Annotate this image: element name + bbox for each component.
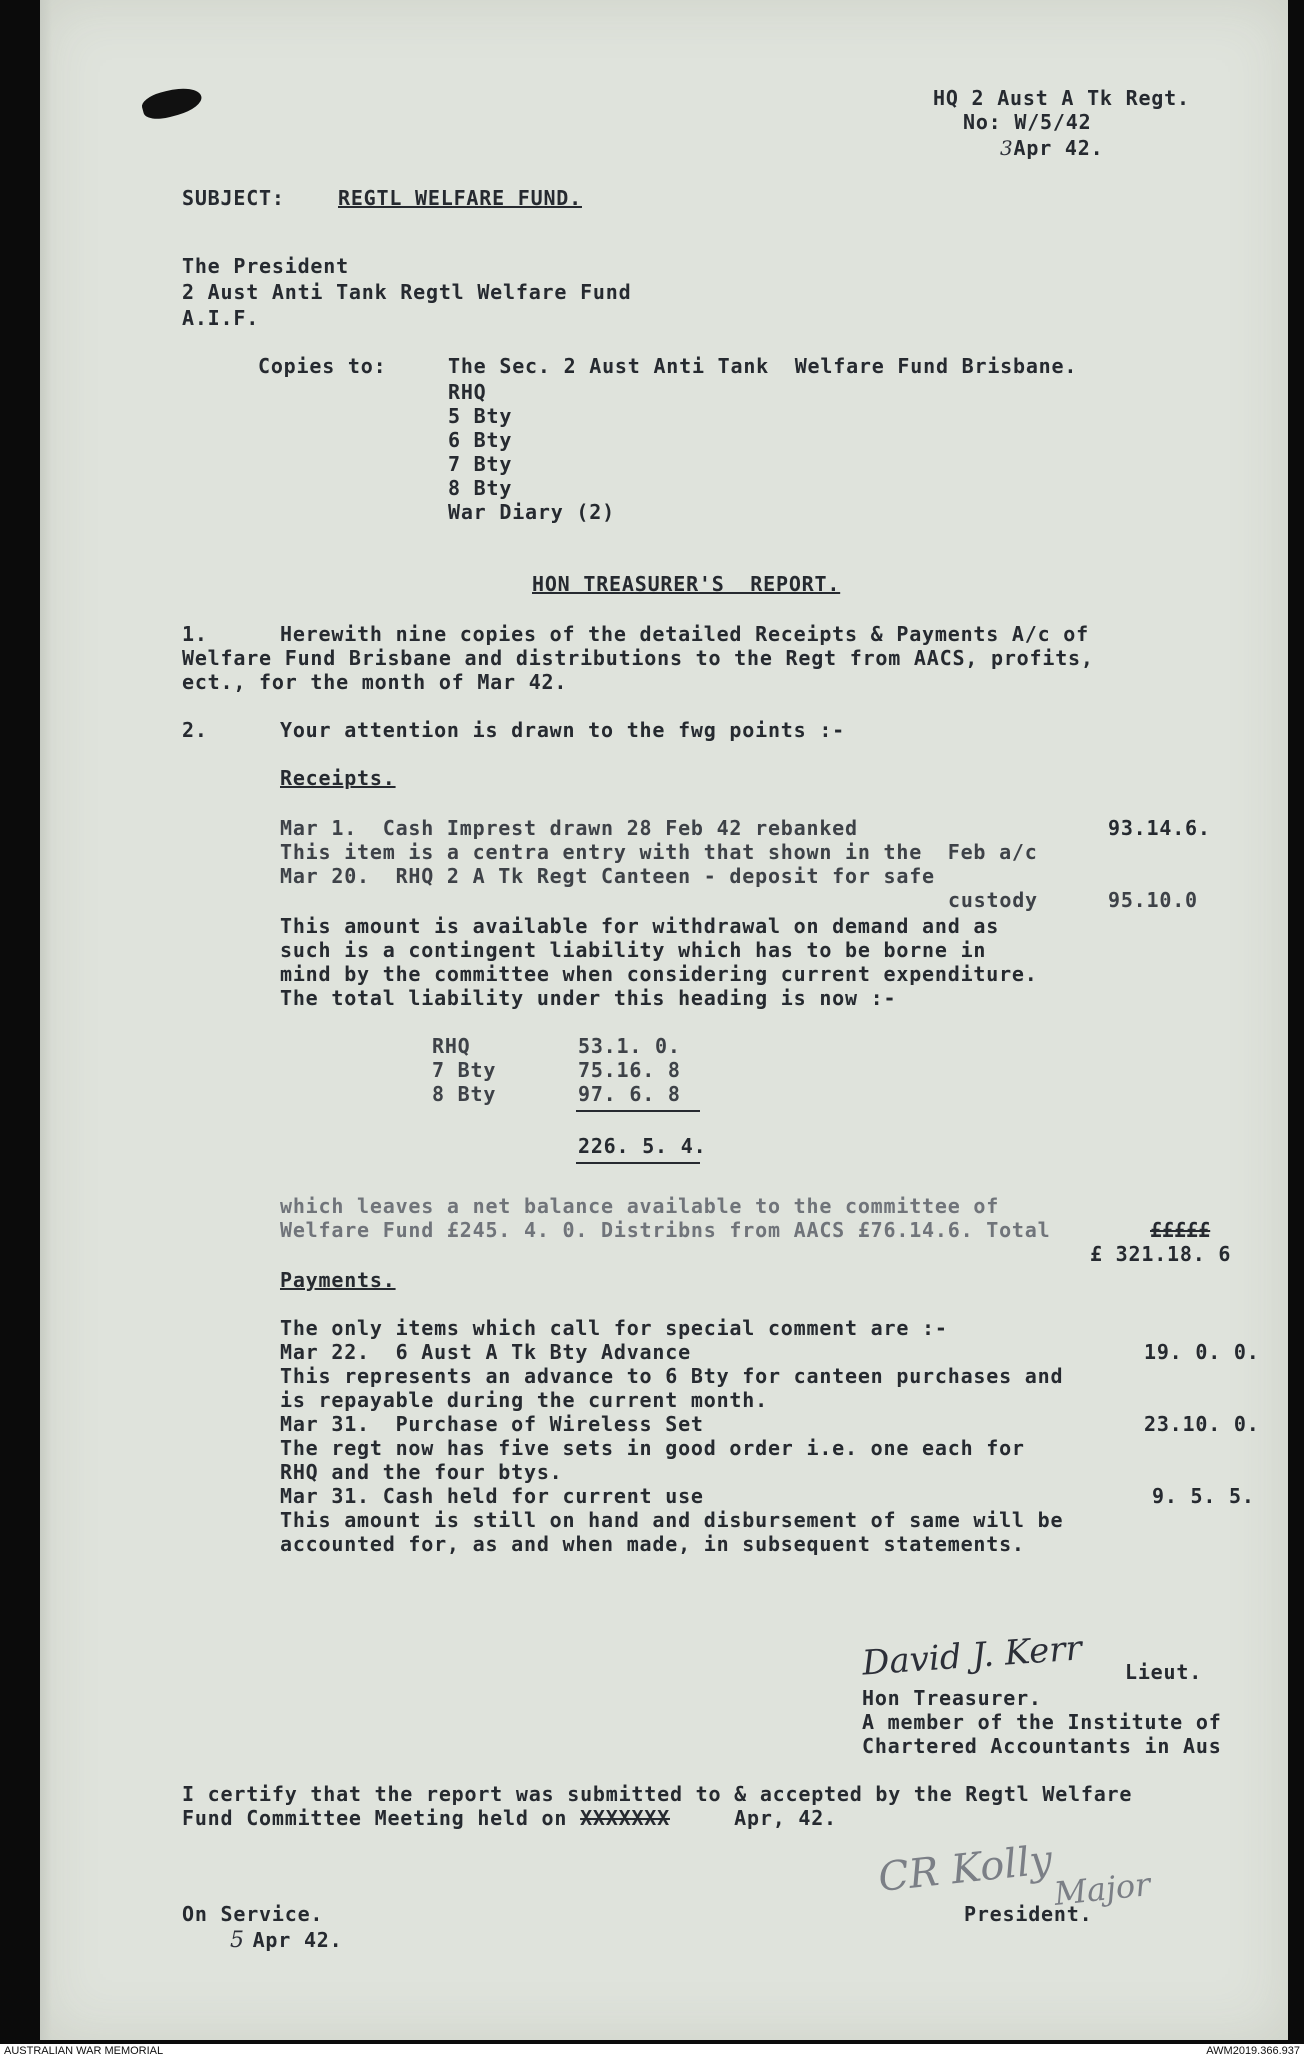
copies-item: The Sec. 2 Aust Anti Tank Welfare Fund Brisbane.	[448, 354, 1078, 378]
payments-line: is repayable during the current month.	[280, 1388, 768, 1412]
header-unit: HQ 2 Aust A Tk Regt.	[933, 86, 1190, 110]
payments-amount: 23.10. 0.	[1144, 1412, 1260, 1436]
signature-title: Hon Treasurer.	[862, 1686, 1042, 1710]
payments-heading: Payments.	[280, 1268, 396, 1292]
liability-unit: 8 Bty	[432, 1082, 497, 1106]
treasurer-signature: David J. Kerr	[860, 1628, 1084, 1684]
struck-amount: £££££	[1150, 1218, 1211, 1242]
archive-name: AUSTRALIAN WAR MEMORIAL	[4, 2045, 164, 2057]
addressee-line: A.I.F.	[182, 306, 260, 330]
payments-line: This amount is still on hand and disbursement of same will be	[280, 1508, 1064, 1532]
payments-line: Mar 31. Cash held for current use	[280, 1484, 704, 1508]
copies-item: 7 Bty	[448, 452, 513, 476]
para1-line: ect., for the month of Mar 42.	[182, 670, 568, 694]
report-title: HON TREASURER'S REPORT.	[532, 572, 841, 596]
liability-unit: 7 Bty	[432, 1058, 497, 1082]
receipts-line: This amount is available for withdrawal on demand and as	[280, 914, 1000, 938]
ink-blot	[140, 83, 205, 124]
payments-line: The regt now has five sets in good order i.e. one each for	[280, 1436, 1025, 1460]
payments-line: RHQ and the four btys.	[280, 1460, 563, 1484]
receipts-line: mind by the committee when considering current expenditure.	[280, 962, 1038, 986]
para1-line: Herewith nine copies of the detailed Receipts & Payments A/c of	[280, 622, 1089, 646]
liability-total: 226. 5. 4.	[578, 1134, 707, 1158]
copies-label: Copies to:	[258, 354, 387, 378]
total-rule	[576, 1110, 700, 1112]
copies-item: 5 Bty	[448, 404, 513, 428]
subject-label: SUBJECT:	[182, 186, 285, 210]
copies-item: RHQ	[448, 380, 487, 404]
payments-amount: 9. 5. 5.	[1152, 1484, 1255, 1508]
para2-number: 2.	[182, 718, 208, 742]
copies-item: War Diary (2)	[448, 500, 615, 524]
archive-id: AWM2019.366.937	[1206, 2045, 1300, 2057]
signature-member: A member of the Institute of	[862, 1710, 1222, 1734]
struck-date: XXXXXXX	[580, 1806, 670, 1830]
archive-bar	[0, 2044, 1304, 2061]
receipts-line: such is a contingent liability which has to be borne in	[280, 938, 987, 962]
total-rule	[576, 1162, 700, 1164]
liability-amount: 53.1. 0.	[578, 1034, 681, 1058]
president-title: President.	[964, 1902, 1093, 1926]
receipts-line: The total liability under this heading is now :-	[280, 986, 897, 1010]
copies-item: 8 Bty	[448, 476, 513, 500]
receipts-line: custody	[948, 888, 1038, 912]
liability-unit: RHQ	[432, 1034, 471, 1058]
certify-line: I certify that the report was submitted to & accepted by the Regtl Welfare	[182, 1782, 1133, 1806]
header-ref: No: W/5/42	[963, 110, 1092, 134]
addressee-line: 2 Aust Anti Tank Regtl Welfare Fund	[182, 280, 632, 304]
president-signature: CR Kolly	[876, 1837, 1055, 1901]
payments-line: This represents an advance to 6 Bty for canteen purchases and	[280, 1364, 1064, 1388]
liability-amount: 97. 6. 8	[578, 1082, 681, 1106]
copies-item: 6 Bty	[448, 428, 513, 452]
certify-line: Fund Committee Meeting held on XXXXXXX Apr, 42.	[182, 1806, 837, 1830]
payments-line: accounted for, as and when made, in subsequent statements.	[280, 1532, 1025, 1556]
signature-member: Chartered Accountants in Aus	[862, 1734, 1222, 1758]
receipts-line: Mar 1. Cash Imprest drawn 28 Feb 42 rebanked	[280, 816, 858, 840]
receipts-after-line: Welfare Fund £245. 4. 0. Distribns from AACS £76.14.6. Total	[280, 1218, 1064, 1242]
receipts-heading: Receipts.	[280, 766, 396, 790]
on-service: On Service.	[182, 1902, 324, 1926]
president-rank: Major	[1052, 1865, 1153, 1913]
subject-text: REGTL WELFARE FUND.	[338, 186, 582, 210]
payments-amount: 19. 0. 0.	[1144, 1340, 1260, 1364]
receipts-amount: 93.14.6.	[1108, 816, 1211, 840]
receipts-amount: 95.10.0	[1108, 888, 1198, 912]
payments-line: Mar 31. Purchase of Wireless Set	[280, 1412, 704, 1436]
grand-total: £ 321.18. 6	[1090, 1242, 1232, 1266]
receipts-line: Mar 20. RHQ 2 A Tk Regt Canteen - deposit for safe	[280, 864, 935, 888]
payments-line: The only items which call for special comment are :-	[280, 1316, 948, 1340]
addressee-line: The President	[182, 254, 349, 278]
document-page	[40, 0, 1288, 2040]
footer-date: 5 Apr 42.	[230, 1928, 343, 1953]
para1-number: 1.	[182, 622, 208, 646]
signature-rank: Lieut.	[1125, 1660, 1203, 1684]
liability-amount: 75.16. 8	[578, 1058, 681, 1082]
header-date: 3Apr 42.	[1000, 136, 1104, 160]
receipts-after-line: which leaves a net balance available to the committee of	[280, 1194, 1000, 1218]
payments-line: Mar 22. 6 Aust A Tk Bty Advance	[280, 1340, 691, 1364]
receipts-line: This item is a centra entry with that shown in the Feb a/c	[280, 840, 1038, 864]
para2-text: Your attention is drawn to the fwg points :-	[280, 718, 846, 742]
para1-line: Welfare Fund Brisbane and distributions to the Regt from AACS, profits,	[182, 646, 1094, 670]
